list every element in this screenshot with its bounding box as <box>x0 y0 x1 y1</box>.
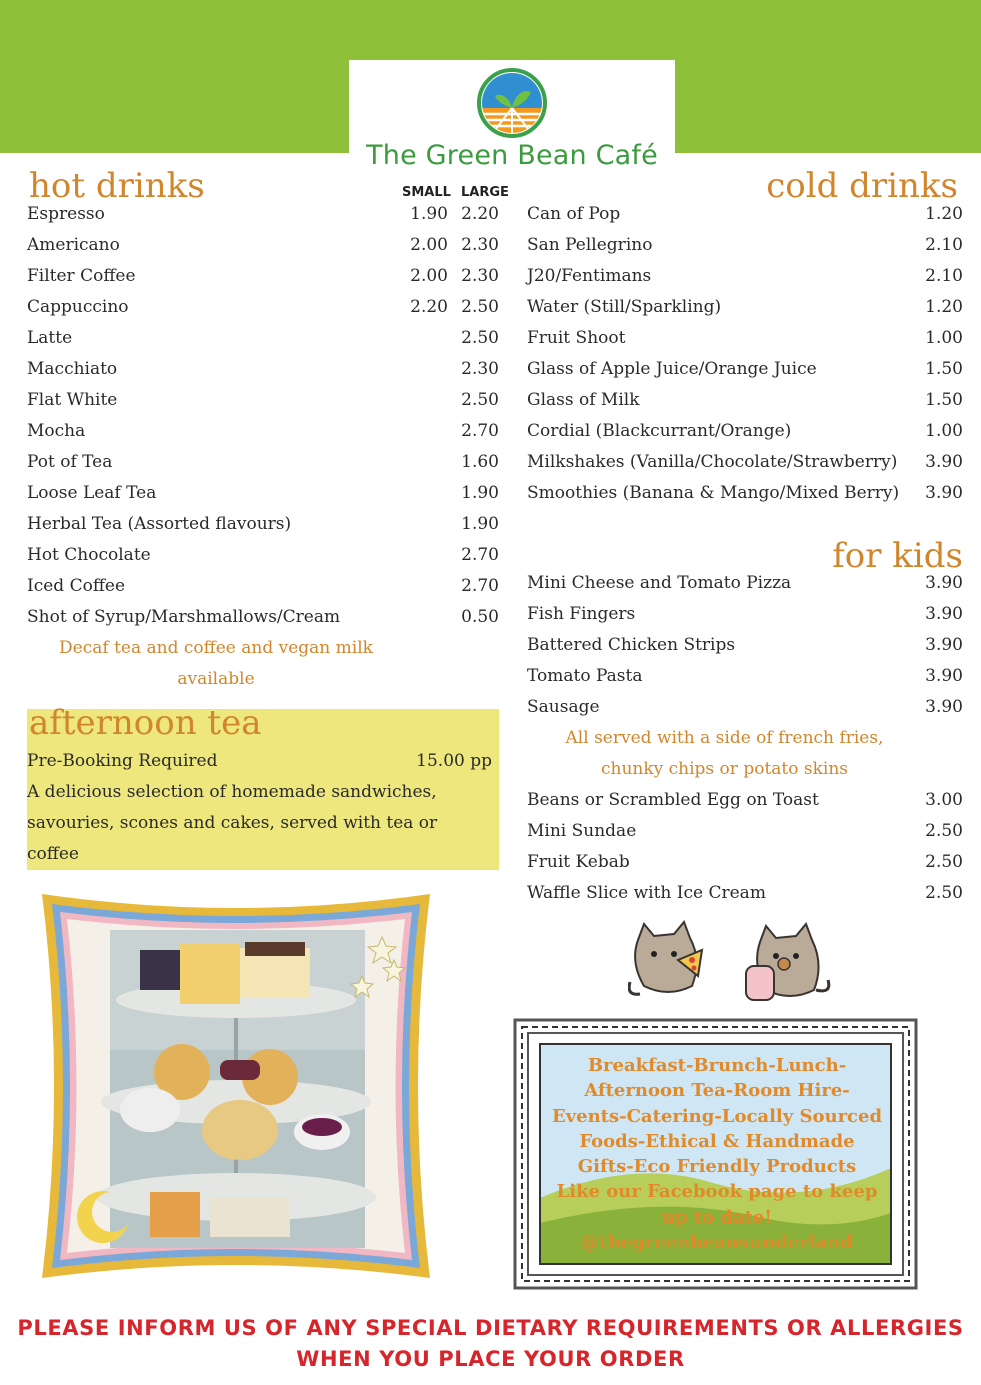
small-price: 1.90 <box>410 204 448 224</box>
item-price: 1.50 <box>925 390 963 410</box>
for-kids-title: for kids <box>832 536 963 576</box>
small-price: 2.20 <box>410 297 448 317</box>
item-price: 2.10 <box>925 266 963 286</box>
cold-drinks-title: cold drinks <box>766 166 958 206</box>
afternoon-tea-photo <box>40 892 432 1280</box>
item-name: Can of Pop <box>527 204 621 224</box>
item-price: 3.00 <box>925 790 963 810</box>
item-price: 3.90 <box>925 573 963 593</box>
large-column-header: LARGE <box>461 185 509 200</box>
decaf-note-line1: Decaf tea and coffee and vegan milk <box>59 638 373 658</box>
item-price: 3.90 <box>925 604 963 624</box>
kids-extra-row <box>527 878 963 909</box>
item-name: Latte <box>27 328 73 348</box>
small-price: 2.00 <box>410 235 448 255</box>
kids-item-row <box>527 568 963 599</box>
large-price: 2.70 <box>461 421 499 441</box>
hot-drink-row <box>27 230 499 261</box>
large-price: 2.70 <box>461 576 499 596</box>
item-name: Glass of Apple Juice/Orange Juice <box>527 359 817 379</box>
item-name: Battered Chicken Strips <box>527 635 736 655</box>
item-price: 2.50 <box>925 883 963 903</box>
item-name: Pot of Tea <box>27 452 113 472</box>
large-price: 2.30 <box>461 266 499 286</box>
hot-drink-row <box>27 416 499 447</box>
hot-drink-row <box>27 447 499 478</box>
item-name: Waffle Slice with Ice Cream <box>527 883 766 903</box>
item-price: 3.90 <box>925 635 963 655</box>
item-name: Glass of Milk <box>527 390 640 410</box>
cold-drink-row <box>527 478 963 509</box>
kids-item-row <box>527 630 963 661</box>
cold-drink-row <box>527 199 963 230</box>
hot-drink-row <box>27 354 499 385</box>
cold-drink-row <box>527 385 963 416</box>
item-price: 3.90 <box>925 483 963 503</box>
large-price: 1.60 <box>461 452 499 472</box>
cold-drink-row <box>527 447 963 478</box>
item-name: Espresso <box>27 204 105 224</box>
hot-drink-row <box>27 199 499 230</box>
promo-line: Breakfast-Brunch-Lunch- <box>587 1055 847 1076</box>
cold-drink-row <box>527 261 963 292</box>
large-price: 1.90 <box>461 514 499 534</box>
large-price: 2.50 <box>461 328 499 348</box>
item-name: Water (Still/Sparkling) <box>527 297 722 317</box>
promo-line: Afternoon Tea-Room Hire- <box>584 1080 850 1102</box>
item-name: Sausage <box>527 697 600 717</box>
kids-extra-row <box>527 847 963 878</box>
decaf-note-line2: available <box>177 669 255 689</box>
item-price: 1.00 <box>925 421 963 441</box>
item-name: J20/Fentimans <box>527 266 652 286</box>
item-name: Cordial (Blackcurrant/Orange) <box>527 421 792 441</box>
large-price: 0.50 <box>461 607 499 627</box>
hot-drink-row <box>27 509 499 540</box>
afternoon-tea-booking-row <box>27 746 492 777</box>
allergy-notice-line1: PLEASE INFORM US OF ANY SPECIAL DIETARY REQUIREMENTS OR ALLERGIES <box>17 1316 964 1340</box>
item-name: Filter Coffee <box>27 266 136 286</box>
item-name: Mini Cheese and Tomato Pizza <box>527 573 792 593</box>
afternoon-tea-price: 15.00 pp <box>416 751 492 771</box>
item-name: Herbal Tea (Assorted flavours) <box>27 514 292 534</box>
afternoon-tea-desc-line <box>27 777 497 808</box>
afternoon-tea-desc-text: A delicious selection of homemade sandwiches, <box>27 782 437 802</box>
cat-with-cookie-jar-icon <box>740 920 832 1004</box>
hot-drink-row <box>27 540 499 571</box>
afternoon-tea-desc-line <box>27 808 497 839</box>
item-name: Fruit Kebab <box>527 852 630 872</box>
cold-drink-row <box>527 416 963 447</box>
cold-drink-row <box>527 292 963 323</box>
hot-drink-row <box>27 323 499 354</box>
cold-drink-row <box>527 323 963 354</box>
allergy-notice-line2: WHEN YOU PLACE YOUR ORDER <box>296 1347 685 1371</box>
small-column-header: SMALL <box>402 185 451 200</box>
large-price: 2.30 <box>461 235 499 255</box>
item-name: Beans or Scrambled Egg on Toast <box>527 790 819 810</box>
afternoon-tea-desc-text: savouries, scones and cakes, served with tea or <box>27 813 438 833</box>
promo-line: Gifts-Eco Friendly Products <box>577 1156 857 1178</box>
hot-drink-row <box>27 602 499 633</box>
cold-drink-row <box>527 230 963 261</box>
item-price: 2.50 <box>925 852 963 872</box>
item-name: Smoothies (Banana & Mango/Mixed Berry) <box>527 483 900 503</box>
afternoon-tea-desc-line <box>27 839 497 870</box>
item-price: 2.10 <box>925 235 963 255</box>
kids-item-row <box>527 661 963 692</box>
item-name: Flat White <box>27 390 118 410</box>
item-price: 3.90 <box>925 697 963 717</box>
item-name: Mocha <box>27 421 86 441</box>
small-price: 2.00 <box>410 266 448 286</box>
hot-drinks-title: hot drinks <box>29 166 205 206</box>
item-name: Shot of Syrup/Marshmallows/Cream <box>27 607 341 627</box>
item-name: Americano <box>27 235 120 255</box>
promo-line: @thegreenbeansunderland <box>581 1232 853 1254</box>
item-price: 1.20 <box>925 297 963 317</box>
kids-side-note-line1: All served with a side of french fries, <box>565 728 884 748</box>
item-name: Milkshakes (Vanilla/Chocolate/Strawberry) <box>527 452 898 472</box>
item-name: Tomato Pasta <box>527 666 643 686</box>
promo-line: Foods-Ethical & Handmade <box>579 1130 855 1152</box>
kids-extra-row <box>527 785 963 816</box>
hot-drink-row <box>27 292 499 323</box>
kids-item-row <box>527 692 963 723</box>
afternoon-tea-booking: Pre-Booking Required <box>27 751 218 771</box>
item-price: 1.50 <box>925 359 963 379</box>
item-price: 3.90 <box>925 666 963 686</box>
afternoon-tea-title: afternoon tea <box>29 703 262 743</box>
kids-side-note-line2: chunky chips or potato skins <box>600 759 849 779</box>
item-name: Macchiato <box>27 359 118 379</box>
item-name: Fish Fingers <box>527 604 636 624</box>
promo-line: Events-Catering-Locally Sourced <box>551 1105 883 1127</box>
item-name: Iced Coffee <box>27 576 126 596</box>
item-name: Cappuccino <box>27 297 129 317</box>
item-name: Loose Leaf Tea <box>27 483 157 503</box>
promo-line: up to date! <box>661 1206 773 1228</box>
item-price: 1.20 <box>925 204 963 224</box>
large-price: 2.70 <box>461 545 499 565</box>
large-price: 2.50 <box>461 297 499 317</box>
cafe-logo <box>349 60 675 175</box>
hot-drink-row <box>27 478 499 509</box>
cafe-name: The Green Bean Café <box>366 140 658 171</box>
hot-drink-row <box>27 571 499 602</box>
large-price: 2.30 <box>461 359 499 379</box>
item-name: Hot Chocolate <box>27 545 151 565</box>
item-price: 2.50 <box>925 821 963 841</box>
afternoon-tea-desc-text: coffee <box>27 844 79 864</box>
item-price: 1.00 <box>925 328 963 348</box>
cat-eating-pizza-icon <box>628 920 708 1002</box>
item-name: Fruit Shoot <box>527 328 626 348</box>
services-promo-text <box>540 1053 894 1255</box>
item-name: San Pellegrino <box>527 235 653 255</box>
hot-drink-row <box>27 261 499 292</box>
item-price: 3.90 <box>925 452 963 472</box>
sun-sprout-logo-icon <box>477 68 547 138</box>
large-price: 1.90 <box>461 483 499 503</box>
item-name: Mini Sundae <box>527 821 637 841</box>
large-price: 2.20 <box>461 204 499 224</box>
cold-drink-row <box>527 354 963 385</box>
large-price: 2.50 <box>461 390 499 410</box>
kids-extra-row <box>527 816 963 847</box>
promo-line: Like our Facebook page to keep <box>556 1181 878 1203</box>
hot-drink-row <box>27 385 499 416</box>
kids-item-row <box>527 599 963 630</box>
